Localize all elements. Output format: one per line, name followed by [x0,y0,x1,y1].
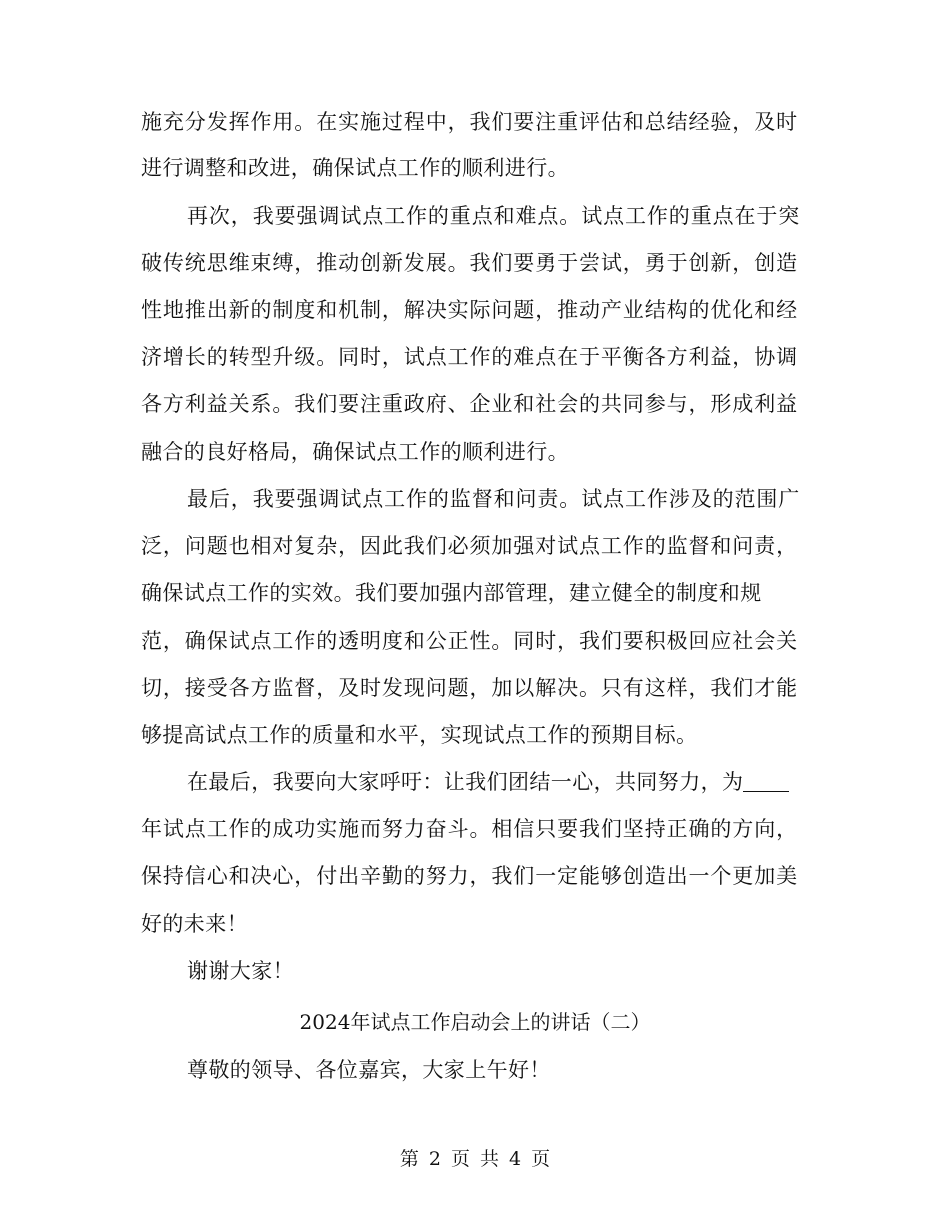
body-text-line: 好的未来！ [141,912,248,936]
body-text-line: 确保试点工作的实效。我们要加强内部管理，建立健全的制度和规 [141,581,762,605]
body-text-line: 破传统思维束缚，推动创新发展。我们要勇于尝试，勇于创新，创造 [141,251,798,275]
greeting-line: 尊敬的领导、各位嘉宾，大家上午好！ [187,1058,551,1082]
body-text-line: 性地推出新的制度和机制，解决实际问题，推动产业结构的优化和经 [141,298,798,322]
body-text-segment: 在最后，我要向大家呼吁：让我们团结一心，共同努力，为 [187,770,744,794]
closing-line: 谢谢大家！ [187,959,294,983]
body-text-line: 范，确保试点工作的透明度和公正性。同时，我们要积极回应社会关 [141,629,798,653]
body-text-line: 融合的良好格局，确保试点工作的顺利进行。 [141,440,569,464]
body-text-line: 切，接受各方监督，及时发现问题，加以解决。只有这样，我们才能 [141,676,798,700]
body-text-line: 进行调整和改进，确保试点工作的顺利进行。 [141,156,569,180]
body-text-line: 保持信心和决心，付出辛勤的努力，我们一定能够创造出一个更加美 [141,864,798,888]
fill-in-blank [743,769,789,792]
body-text-line: 施充分发挥作用。在实施过程中，我们要注重评估和总结经验，及时 [141,110,798,134]
body-text-line: 济增长的转型升级。同时，试点工作的难点在于平衡各方利益，协调 [141,345,798,369]
body-text-line: 够提高试点工作的质量和水平，实现试点工作的预期目标。 [141,723,698,747]
body-text-line: 最后，我要强调试点工作的监督和问责。试点工作涉及的范围广 [187,487,801,511]
body-text-line: 泛，问题也相对复杂，因此我们必须加强对试点工作的监督和问责， [141,534,798,558]
body-text-line [187,762,807,802]
body-text-line: 各方利益关系。我们要注重政府、企业和社会的共同参与，形成利益 [141,392,798,416]
section-title: 2024年试点工作启动会上的讲话（二） [299,1010,651,1034]
body-text-line: 年试点工作的成功实施而努力奋斗。相信只要我们坚持正确的方向， [141,817,798,841]
page-footer: 第 2 页 共 4 页 [399,1148,551,1170]
body-text-line: 再次，我要强调试点工作的重点和难点。试点工作的重点在于突 [187,204,801,228]
